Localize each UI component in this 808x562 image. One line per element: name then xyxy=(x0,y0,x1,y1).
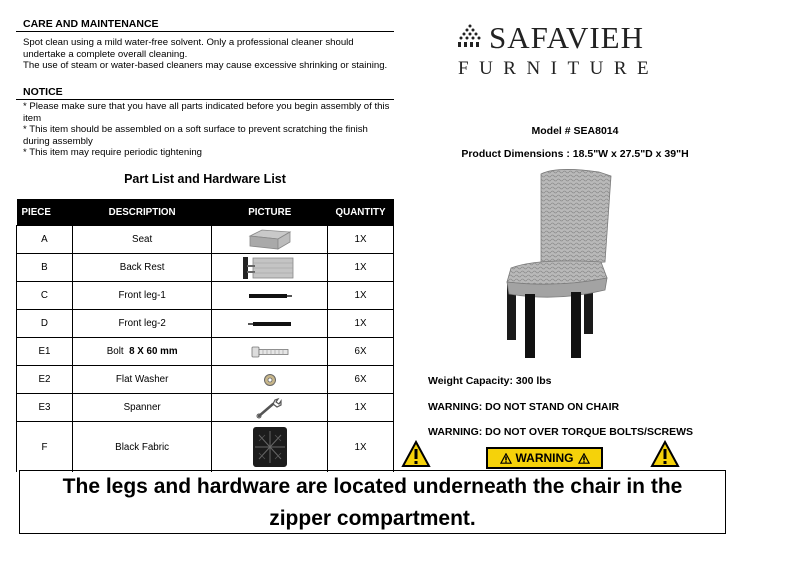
table-row xyxy=(17,422,394,473)
bolt-size: 8 X 60 mm xyxy=(129,346,178,357)
care-title: CARE AND MAINTENANCE xyxy=(23,18,159,30)
brand-sub: FURNITURE xyxy=(458,58,660,79)
cell-picture xyxy=(212,394,328,422)
cell-description: Front leg-1 xyxy=(72,282,212,310)
cell-picture xyxy=(212,254,328,282)
cell-quantity: 1X xyxy=(328,394,394,422)
care-line-2: undertake a complete overall cleaning. xyxy=(23,48,188,60)
notice-line-4: during assembly xyxy=(23,135,93,147)
cell-picture xyxy=(212,366,328,394)
cell-picture xyxy=(212,282,328,310)
cell-quantity: 1X xyxy=(328,254,394,282)
banner-line-2: zipper compartment. xyxy=(269,507,476,530)
banner-line-1: The legs and hardware are located underneath the chair in the xyxy=(62,475,683,498)
header-description: DESCRIPTION xyxy=(72,199,212,226)
table-row xyxy=(17,254,394,282)
warning-triangle-icon xyxy=(650,440,680,468)
cell-description: Black Fabric xyxy=(72,422,212,473)
table-row xyxy=(17,338,394,366)
notice-divider xyxy=(16,99,394,100)
warning-label-text: WARNING xyxy=(515,451,574,465)
chair-photo xyxy=(497,166,621,364)
parts-title: Part List and Hardware List xyxy=(124,172,286,186)
table-row xyxy=(17,226,394,254)
leg-icon xyxy=(247,291,293,301)
notice-text xyxy=(23,101,395,159)
warning-stand: WARNING: DO NOT STAND ON CHAIR xyxy=(428,401,620,413)
care-divider xyxy=(16,31,394,32)
cell-quantity: 6X xyxy=(328,338,394,366)
cell-picture xyxy=(212,226,328,254)
chair-backrest xyxy=(541,169,611,266)
bolt-icon xyxy=(250,346,290,358)
cell-picture xyxy=(212,422,328,473)
brand-name: SAFAVIEH xyxy=(489,20,644,55)
cell-description: Spanner xyxy=(72,394,212,422)
care-text xyxy=(23,37,395,72)
cell-piece: B xyxy=(17,254,73,282)
cell-quantity: 6X xyxy=(328,366,394,394)
cell-description xyxy=(72,338,212,366)
cell-description: Back Rest xyxy=(72,254,212,282)
table-row xyxy=(17,310,394,338)
weight-capacity: Weight Capacity: 300 lbs xyxy=(428,375,552,387)
parts-table xyxy=(16,199,394,472)
header-picture: PICTURE xyxy=(212,199,328,226)
seat-cushion-icon xyxy=(246,228,294,252)
model-number: Model # SEA8014 xyxy=(531,125,619,137)
leg-icon xyxy=(247,319,293,329)
cell-piece: F xyxy=(17,422,73,473)
cell-picture xyxy=(212,310,328,338)
bolt-label: Bolt xyxy=(106,346,124,357)
cell-description: Flat Washer xyxy=(72,366,212,394)
header-quantity: QUANTITY xyxy=(328,199,394,226)
parts-header-row xyxy=(17,199,394,226)
warning-label xyxy=(486,447,603,469)
notice-title: NOTICE xyxy=(23,86,63,98)
fabric-icon xyxy=(251,425,289,469)
cell-quantity: 1X xyxy=(328,282,394,310)
warning-triangle-icon xyxy=(401,440,431,468)
cell-piece: A xyxy=(17,226,73,254)
cell-picture xyxy=(212,338,328,366)
cell-piece: D xyxy=(17,310,73,338)
spanner-icon xyxy=(255,397,285,419)
chair-front-leg-left xyxy=(525,294,535,358)
care-line-3: The use of steam or water-based cleaners may cause excessive shrinking or staining. xyxy=(23,60,388,72)
warning-torque: WARNING: DO NOT OVER TORQUE BOLTS/SCREWS xyxy=(428,426,694,438)
product-dimensions: Product Dimensions : 18.5"W x 27.5"D x 39"H xyxy=(461,148,689,160)
care-line-1: Spot clean using a mild water-free solvent. Only a professional cleaner should xyxy=(23,37,354,48)
hardware-location-banner xyxy=(19,470,726,534)
brand-mark-icon xyxy=(455,23,485,49)
notice-line-3: * This item should be assembled on a soft surface to prevent scratching the finish xyxy=(23,124,368,136)
cell-quantity: 1X xyxy=(328,226,394,254)
cell-quantity: 1X xyxy=(328,310,394,338)
cell-piece: E1 xyxy=(17,338,73,366)
cell-piece: C xyxy=(17,282,73,310)
cell-quantity: 1X xyxy=(328,422,394,473)
notice-line-1: * Please make sure that you have all parts indicated before you begin assembly of this xyxy=(23,101,390,112)
warning-triangle-icon xyxy=(500,453,512,464)
brand-logo xyxy=(455,20,685,80)
cell-piece: E2 xyxy=(17,366,73,394)
cell-description: Front leg-2 xyxy=(72,310,212,338)
table-row xyxy=(17,366,394,394)
notice-line-2: item xyxy=(23,112,42,124)
table-row xyxy=(17,394,394,422)
back-rest-icon xyxy=(239,255,301,281)
warning-triangle-icon xyxy=(578,453,590,464)
cell-description: Seat xyxy=(72,226,212,254)
cell-piece: E3 xyxy=(17,394,73,422)
chair-front-leg-right xyxy=(571,292,581,358)
table-row xyxy=(17,282,394,310)
header-piece: PIECE xyxy=(17,199,73,226)
washer-icon xyxy=(263,373,277,387)
notice-line-5: * This item may require periodic tightening xyxy=(23,147,202,159)
